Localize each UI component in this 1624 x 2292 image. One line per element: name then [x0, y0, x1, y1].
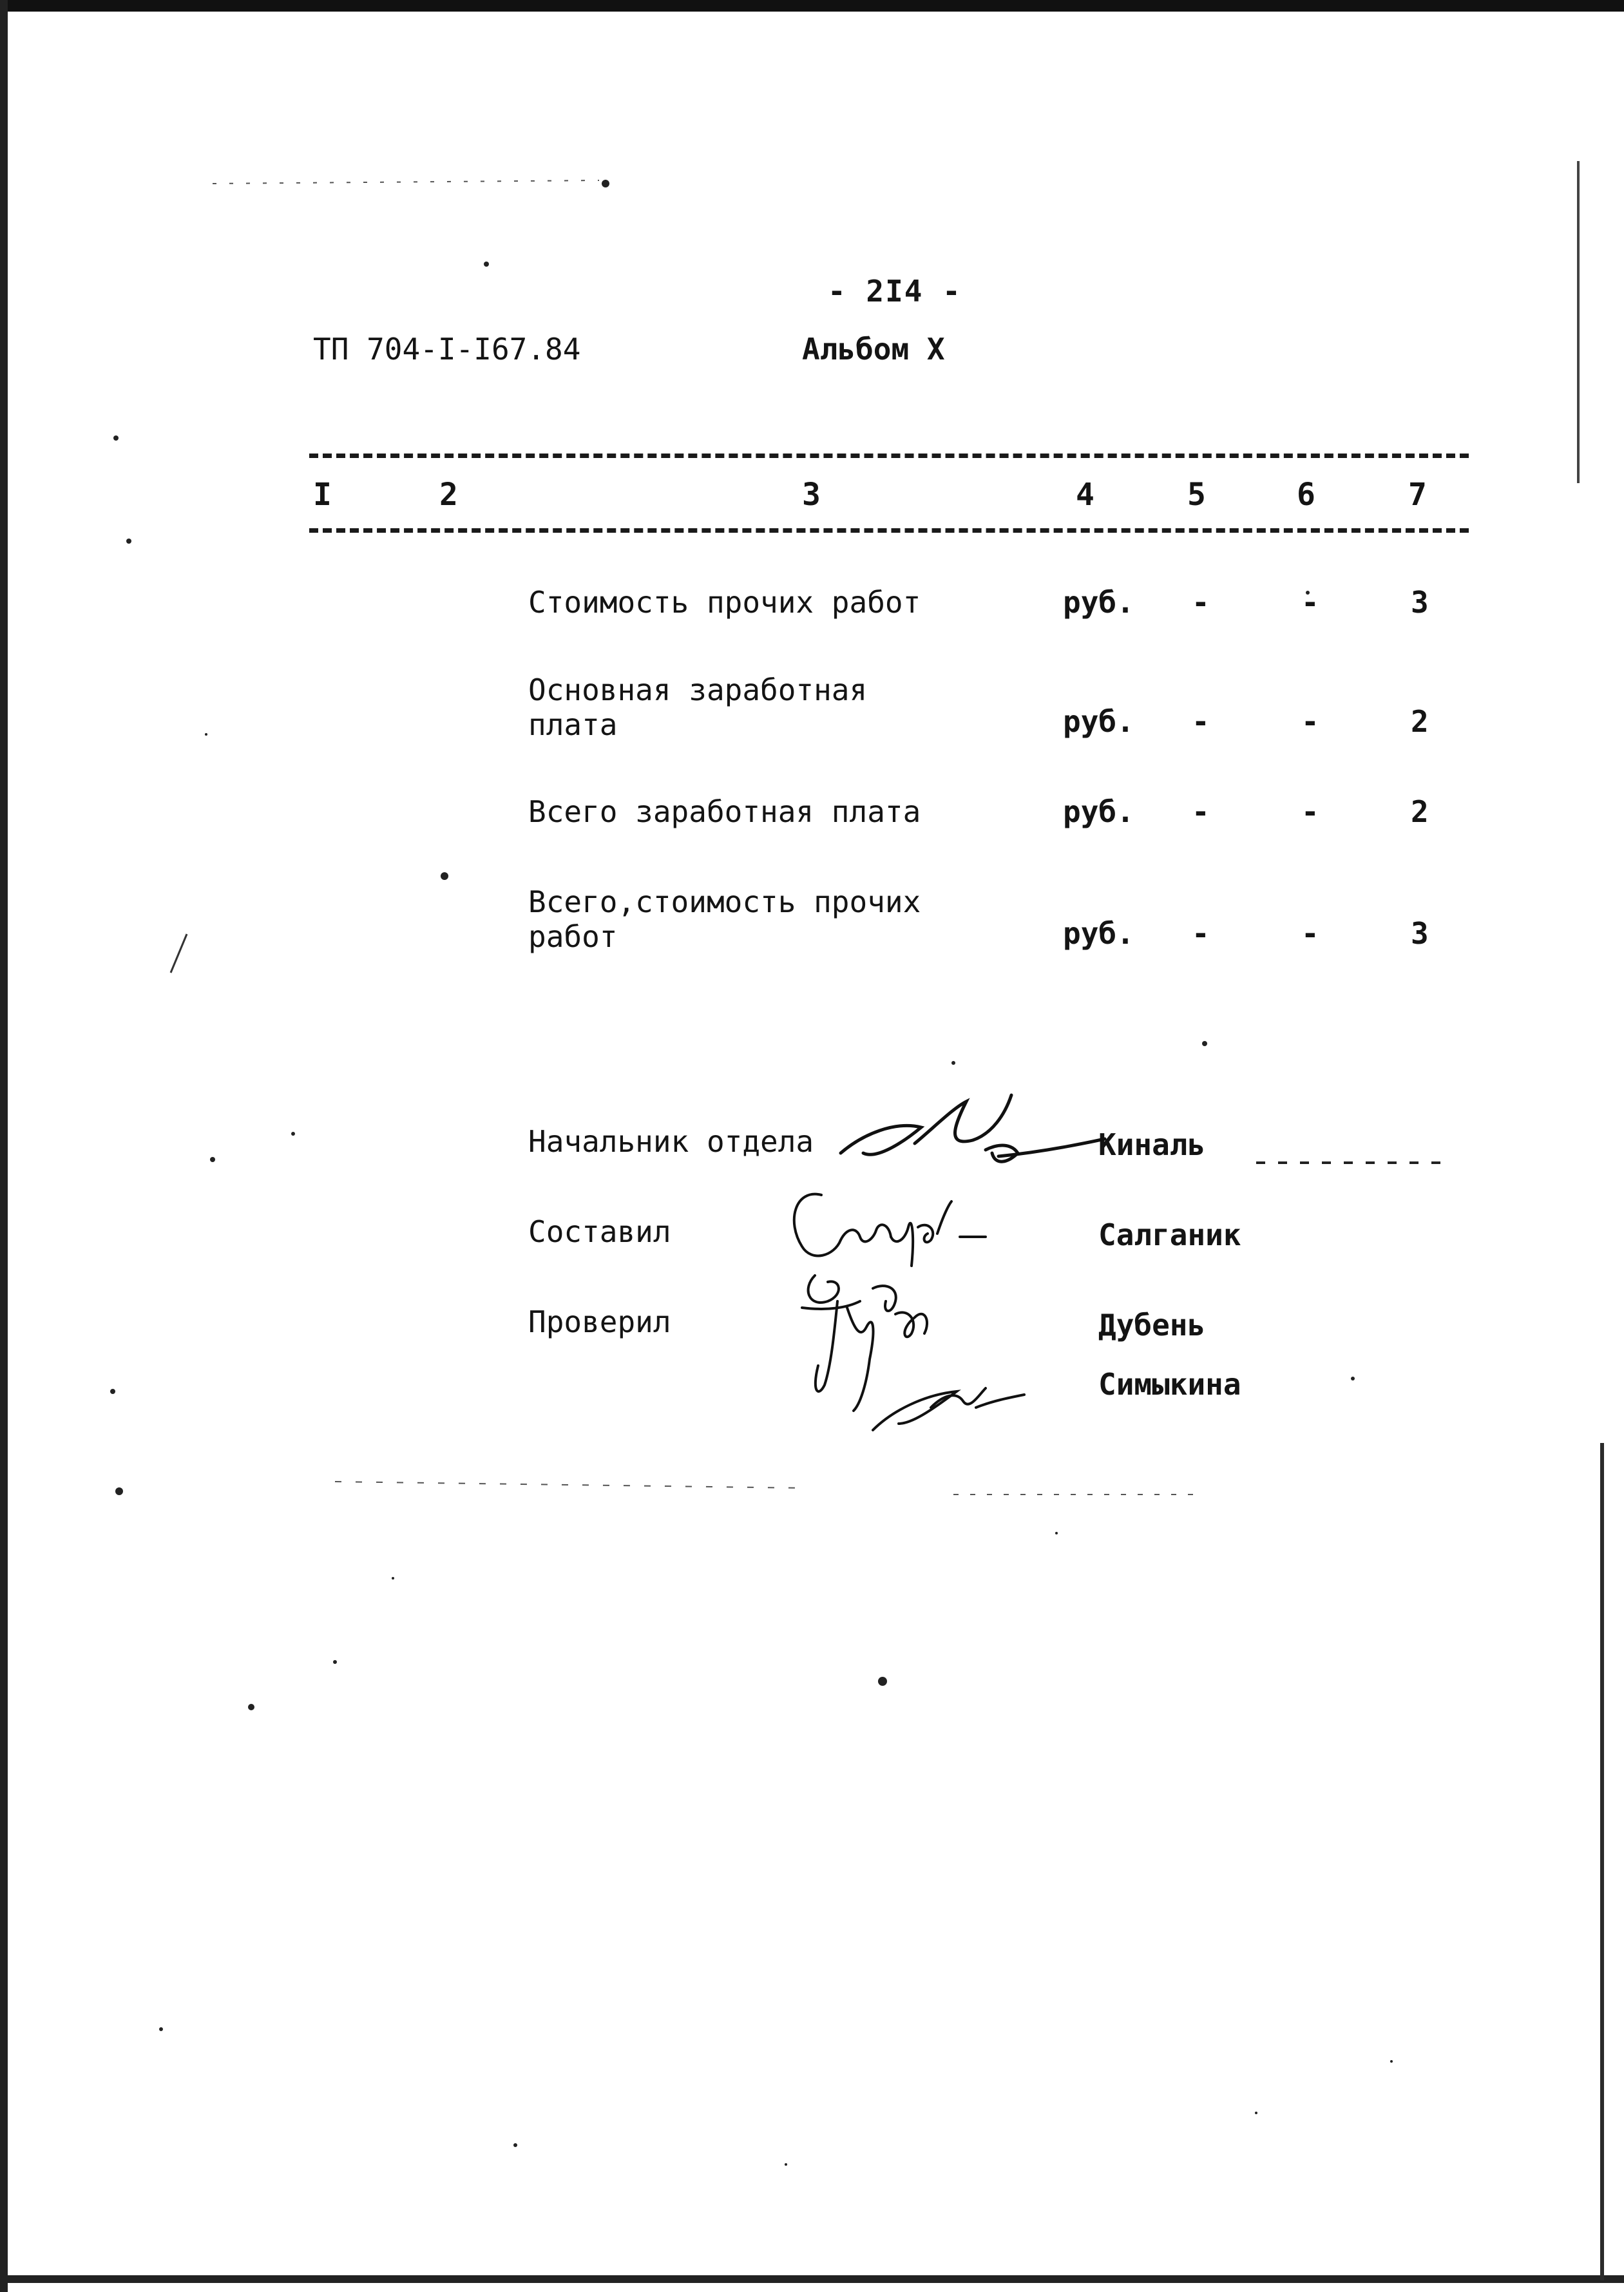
signature-role-checked-by: Проверил	[528, 1304, 671, 1339]
row-3-name: Всего заработная плата	[528, 794, 921, 829]
row-3-unit: руб.	[1063, 794, 1134, 829]
column-header-1: I	[313, 477, 332, 513]
handwritten-signature-3	[763, 1263, 1060, 1430]
row-3-col5: -	[1192, 794, 1210, 829]
document-code: ТП 704-I-I67.84	[313, 332, 581, 367]
album-title: Альбом X	[802, 332, 945, 367]
row-3-col6: -	[1301, 794, 1319, 829]
handwritten-signature-1	[837, 1082, 1108, 1179]
row-4-col5: -	[1192, 916, 1210, 951]
column-header-6: 6	[1297, 477, 1315, 513]
signature-name-3: Дубень	[1098, 1308, 1206, 1342]
table-header-rule	[309, 528, 1469, 533]
row-2-col6: -	[1301, 704, 1319, 739]
row-2-col7: 2	[1411, 704, 1429, 739]
table-top-rule	[309, 454, 1469, 458]
row-1-col5: -	[1192, 585, 1210, 620]
row-2-name: Основная заработная плата	[528, 673, 868, 742]
signature-name-1: Киналь	[1098, 1127, 1206, 1162]
page-number: - 2I4 -	[828, 274, 962, 309]
column-header-4: 4	[1076, 477, 1094, 513]
signature-role-head-of-department: Начальник отдела	[528, 1124, 814, 1159]
row-2-unit: руб.	[1063, 704, 1134, 739]
row-4-col7: 3	[1411, 916, 1429, 951]
row-1-col6: -	[1301, 585, 1319, 620]
row-3-col7: 2	[1411, 794, 1429, 829]
row-1-col7: 3	[1411, 585, 1429, 620]
row-4-unit: руб.	[1063, 916, 1134, 951]
signature-name-2: Салганик	[1098, 1218, 1241, 1252]
column-header-2: 2	[439, 477, 458, 513]
row-1-unit: руб.	[1063, 585, 1134, 620]
row-4-col6: -	[1301, 916, 1319, 951]
signature-role-compiled-by: Составил	[528, 1214, 671, 1249]
signature-name-4: Симыкина	[1098, 1367, 1241, 1402]
row-2-col5: -	[1192, 704, 1210, 739]
column-header-5: 5	[1187, 477, 1206, 513]
row-4-name: Всего,стоимость прочих работ	[528, 884, 921, 954]
row-1-name: Стоимость прочих работ	[528, 585, 921, 620]
column-header-3: 3	[802, 477, 821, 513]
column-header-7: 7	[1408, 477, 1427, 513]
